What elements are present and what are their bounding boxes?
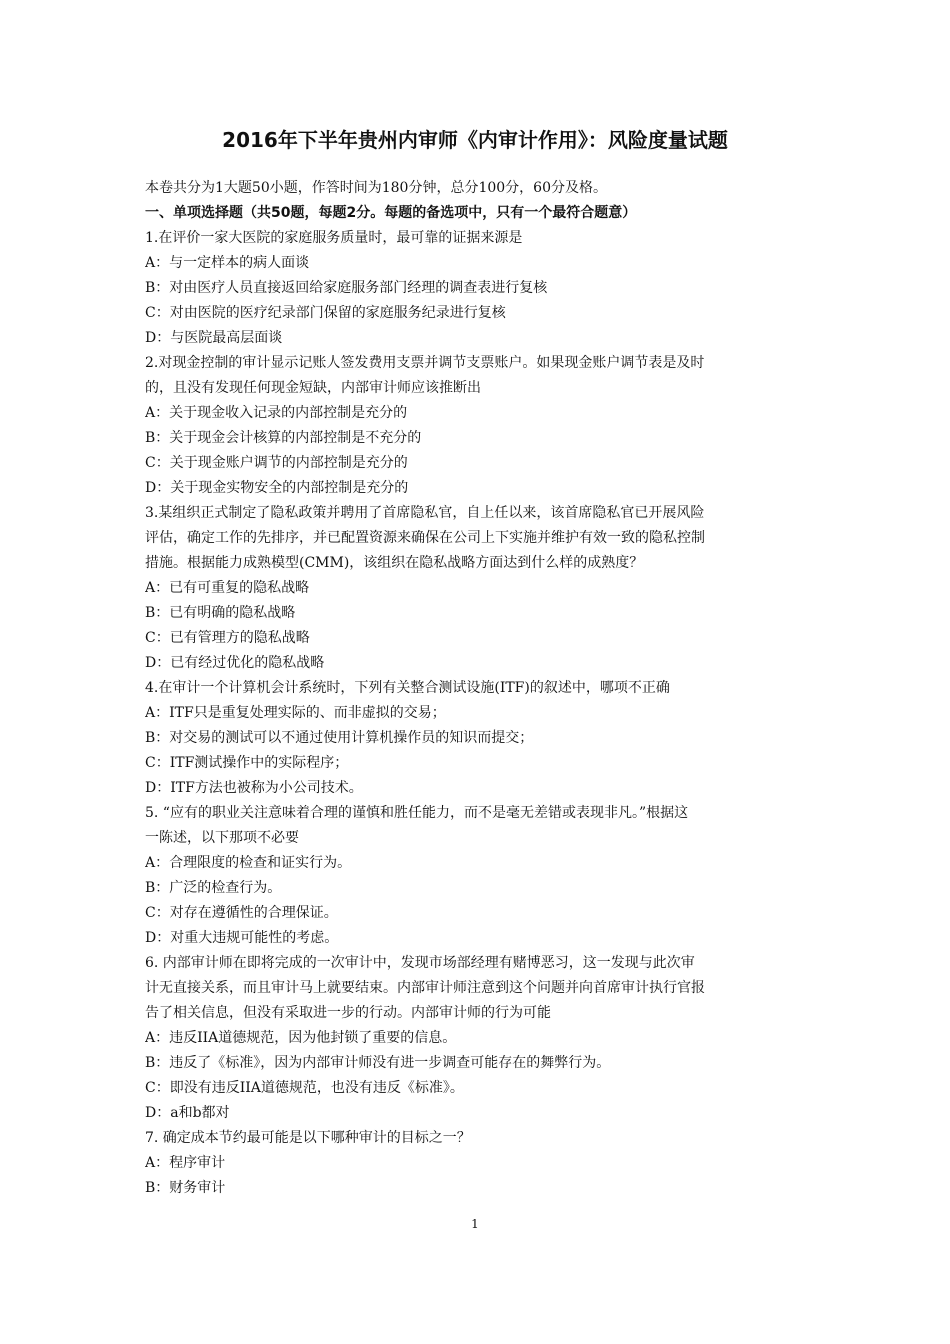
question-6 <box>145 951 815 1126</box>
page-title: 2016年下半年贵州内审师《内审计作用》：风险度量试题 <box>222 128 728 152</box>
question-4 <box>145 676 815 801</box>
answer-option: B：广泛的检查行为。 <box>145 880 282 896</box>
answer-option: A：ITF只是重复处理实际的、而非虚拟的交易； <box>145 705 446 721</box>
question-stem-line: 1.在评价一家大医院的家庭服务质量时，最可靠的证据来源是 <box>145 230 523 246</box>
answer-option: A：合理限度的检查和证实行为。 <box>145 855 352 871</box>
question-stem-line: 告了相关信息，但没有采取进一步的行动。内部审计师的行为可能 <box>145 1005 551 1021</box>
question-stem-line: 计无直接关系，而且审计马上就要结束。内部审计师注意到这个问题并向首席审计执行官报 <box>145 980 705 996</box>
section-heading: 一、单项选择题（共50题，每题2分。每题的备选项中，只有一个最符合题意） <box>145 205 637 221</box>
answer-option: D：a和b都对 <box>145 1105 230 1121</box>
answer-option: B：对交易的测试可以不通过使用计算机操作员的知识而提交； <box>145 730 534 746</box>
question-stem-line: 7. 确定成本节约最可能是以下哪种审计的目标之一？ <box>145 1130 471 1146</box>
question-stem-line: 3.某组织正式制定了隐私政策并聘用了首席隐私官，自上任以来，该首席隐私官已开展风险 <box>145 505 705 521</box>
exam-intro: 本卷共分为1大题50小题，作答时间为180分钟，总分100分，60分及格。 <box>145 180 607 196</box>
answer-option: A：已有可重复的隐私战略 <box>145 580 310 596</box>
question-list <box>145 226 815 1201</box>
answer-option: C：已有管理方的隐私战略 <box>145 630 310 646</box>
answer-option: A：关于现金收入记录的内部控制是充分的 <box>145 405 408 421</box>
answer-option: D：ITF方法也被称为小公司技术。 <box>145 780 363 796</box>
question-7 <box>145 1126 815 1201</box>
document-body <box>145 176 815 1201</box>
answer-option: A：违反IIA道德规范，因为他封锁了重要的信息。 <box>145 1030 457 1046</box>
answer-option: B：关于现金会计核算的内部控制是不充分的 <box>145 430 422 446</box>
question-stem-line: 6. 内部审计师在即将完成的一次审计中，发现市场部经理有赌博恶习，这一发现与此次审 <box>145 955 695 971</box>
answer-option: D：已有经过优化的隐私战略 <box>145 655 325 671</box>
question-2 <box>145 351 815 501</box>
question-stem-line: 5. “应有的职业关注意味着合理的谨慎和胜任能力，而不是毫无差错或表现非凡。”根据这 <box>145 805 689 821</box>
answer-option: A：程序审计 <box>145 1155 226 1171</box>
answer-option: C：关于现金账户调节的内部控制是充分的 <box>145 455 408 471</box>
question-stem-line: 4.在审计一个计算机会计系统时，下列有关整合测试设施(ITF)的叙述中，哪项不正确 <box>145 680 670 696</box>
question-stem-line: 一陈述，以下那项不必要 <box>145 830 299 846</box>
answer-option: C：即没有违反IIA道德规范，也没有违反《标准》。 <box>145 1080 464 1096</box>
question-5 <box>145 801 815 951</box>
answer-option: C：对由医院的医疗纪录部门保留的家庭服务纪录进行复核 <box>145 305 506 321</box>
answer-option: D：与医院最高层面谈 <box>145 330 283 346</box>
question-stem-line: 2.对现金控制的审计显示记账人签发费用支票并调节支票账户。如果现金账户调节表是及时 <box>145 355 705 371</box>
answer-option: D：对重大违规可能性的考虑。 <box>145 930 339 946</box>
question-stem-line: 评估，确定工作的先排序，并已配置资源来确保在公司上下实施并维护有效一致的隐私控制 <box>145 530 705 546</box>
answer-option: B：违反了《标准》，因为内部审计师没有进一步调查可能存在的舞弊行为。 <box>145 1055 611 1071</box>
answer-option: D：关于现金实物安全的内部控制是充分的 <box>145 480 409 496</box>
page-number: 1 <box>471 1217 479 1231</box>
question-stem-line: 的，且没有发现任何现金短缺，内部审计师应该推断出 <box>145 380 481 396</box>
question-3 <box>145 501 815 676</box>
question-stem-line: 措施。根据能力成熟模型(CMM)，该组织在隐私战略方面达到什么样的成熟度？ <box>145 555 644 571</box>
question-1 <box>145 226 815 351</box>
answer-option: A：与一定样本的病人面谈 <box>145 255 310 271</box>
answer-option: B：已有明确的隐私战略 <box>145 605 296 621</box>
answer-option: C：ITF测试操作中的实际程序； <box>145 755 349 771</box>
answer-option: B：财务审计 <box>145 1180 226 1196</box>
answer-option: C：对存在遵循性的合理保证。 <box>145 905 338 921</box>
answer-option: B：对由医疗人员直接返回给家庭服务部门经理的调查表进行复核 <box>145 280 548 296</box>
